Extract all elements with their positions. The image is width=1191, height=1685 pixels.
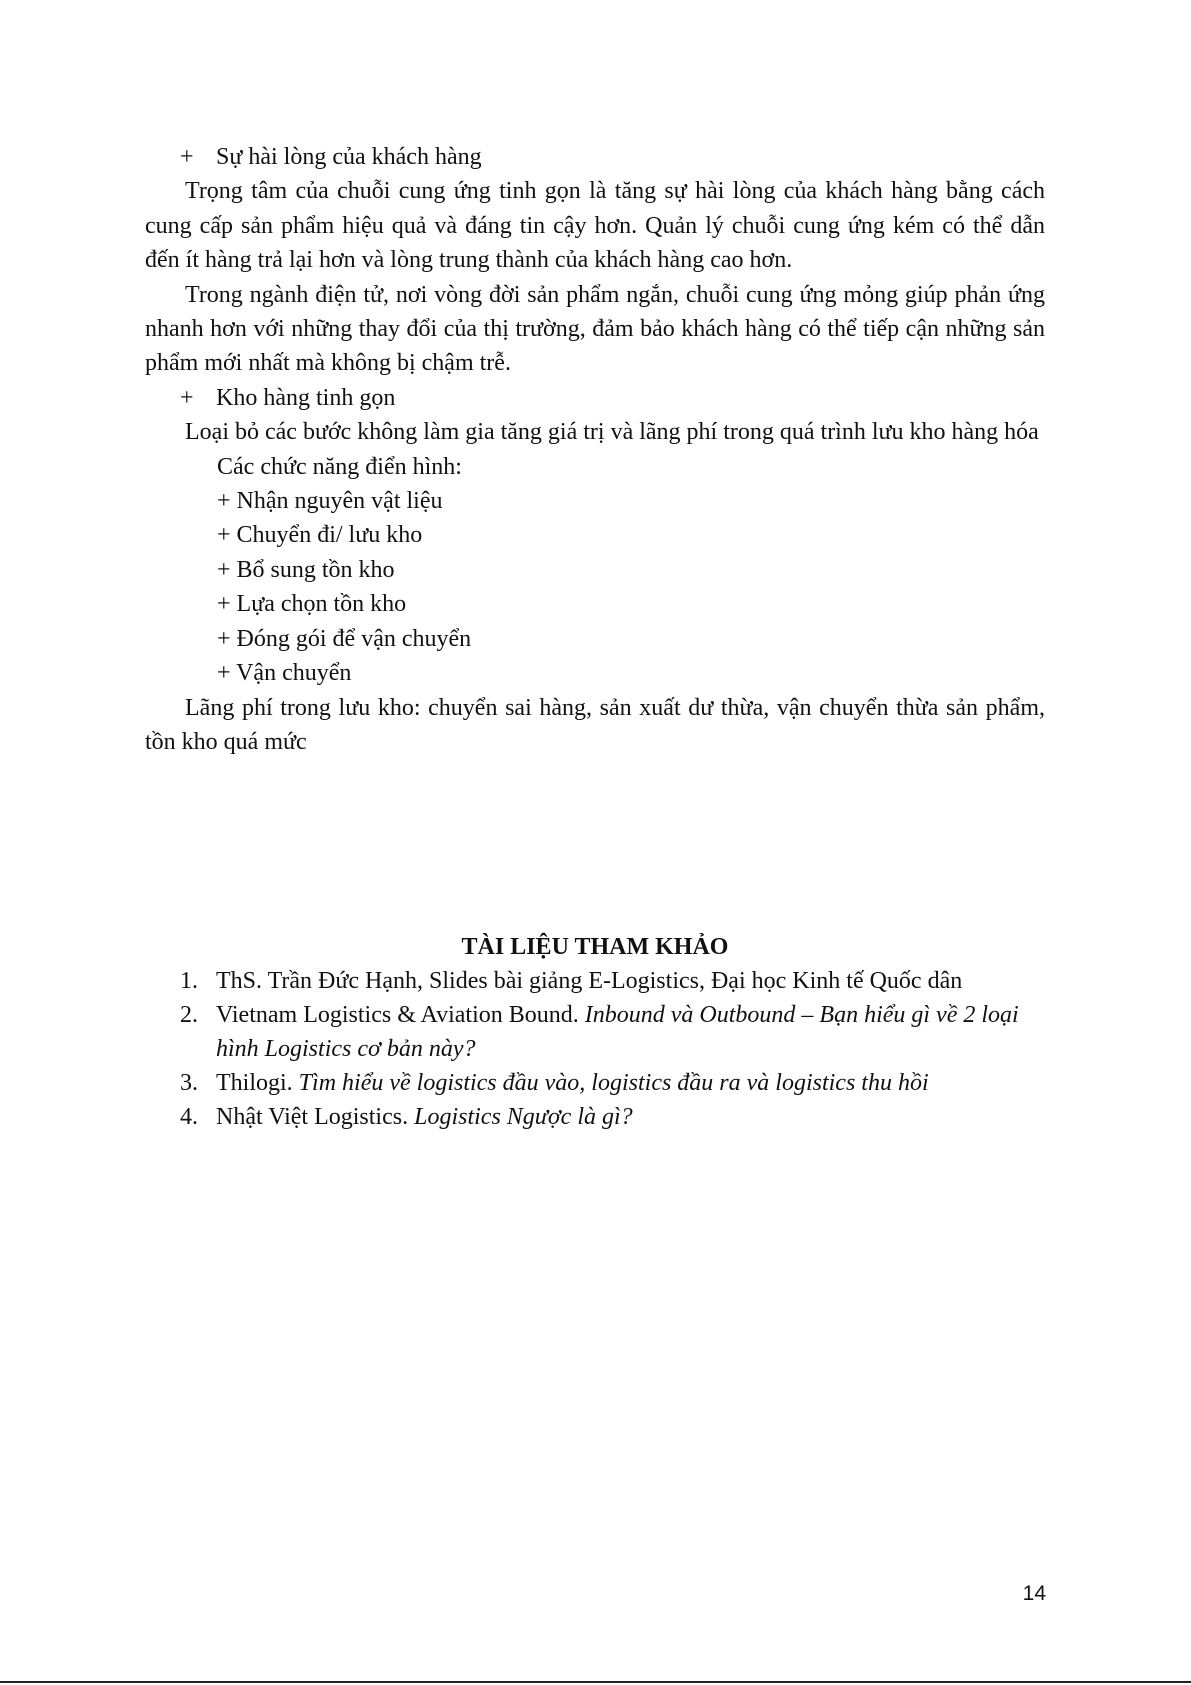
- reference-number: 1.: [180, 968, 198, 994]
- references-title: TÀI LIỆU THAM KHẢO: [461, 934, 729, 960]
- function-item: + Chuyển đi/ lưu kho: [217, 522, 423, 549]
- bullet-customer-satisfaction: [180, 140, 1045, 174]
- reference-title: Logistics Ngược là gì?: [414, 1104, 633, 1130]
- bullet-label: Sự hài lòng của khách hàng: [216, 144, 482, 170]
- bullet-lean-warehouse: [180, 381, 1045, 415]
- reference-item: [180, 1100, 1045, 1134]
- reference-number: 4.: [180, 1104, 198, 1130]
- reference-number: 3.: [180, 1070, 198, 1096]
- function-item: + Vận chuyển: [217, 660, 352, 687]
- function-item: + Bổ sung tồn kho: [217, 556, 395, 583]
- reference-item: [180, 998, 1045, 1066]
- reference-item: [180, 964, 1045, 998]
- reference-source: Nhật Việt Logistics.: [216, 1104, 415, 1130]
- bottom-rule: [0, 1681, 1191, 1683]
- reference-text: [216, 964, 1045, 998]
- reference-title: Tìm hiểu về logistics đầu vào, logistics đầu ra và logistics thu hồi: [298, 1070, 929, 1096]
- reference-text: [216, 998, 1045, 1066]
- reference-source: ThS. Trần Đức Hạnh, Slides bài giảng E-Logistics, Đại học Kinh tế Quốc dân: [216, 968, 963, 994]
- paragraph-waste: Lãng phí trong lưu kho: chuyển sai hàng, sản xuất dư thừa, vận chuyển thừa sản phẩm, tồn kho quá mức: [145, 694, 1045, 755]
- reference-item: [180, 1066, 1045, 1100]
- paragraph-customer-focus: Trọng tâm của chuỗi cung ứng tinh gọn là tăng sự hài lòng của khách hàng bằng cách cung cấp sản phẩm hiệu quả và đáng tin cậy hơn. Quản lý chuỗi cung ứng kém có thể dẫn đến ít hàng trả lại hơn và lòng trung thành của khách hàng cao hơn.: [145, 178, 1045, 274]
- page-number: 14: [1022, 1582, 1046, 1605]
- reference-source: Thilogi.: [216, 1070, 299, 1096]
- paragraph-electronics: Trong ngành điện tử, nơi vòng đời sản phẩm ngắn, chuỗi cung ứng mỏng giúp phản ứng nhanh hơn với những thay đổi của thị trường, đảm bảo khách hàng có thể tiếp cận những sản phẩm mới nhất mà không bị chậm trễ.: [145, 281, 1045, 377]
- function-item: + Nhận nguyên vật liệu: [217, 488, 443, 515]
- reference-text: [216, 1100, 1045, 1134]
- bullet-label: Kho hàng tinh gọn: [216, 384, 396, 411]
- reference-text: [216, 1066, 1045, 1100]
- bullet-mark: +: [180, 144, 194, 170]
- functions-heading: Các chức năng điển hình:: [217, 453, 462, 480]
- references-list: [145, 964, 1045, 1134]
- reference-title: Inbound và Outbound – Bạn hiểu gì về 2 loại hình Logistics cơ bản này?: [216, 1002, 1019, 1062]
- body-content: [145, 140, 1045, 759]
- paragraph-warehouse: Loại bỏ các bước không làm gia tăng giá trị và lãng phí trong quá trình lưu kho hàng hóa: [185, 419, 1039, 446]
- function-item: + Lựa chọn tồn kho: [217, 591, 407, 618]
- function-item: + Đóng gói để vận chuyển: [217, 625, 472, 652]
- reference-source: Vietnam Logistics & Aviation Bound.: [216, 1002, 585, 1028]
- bullet-mark: +: [180, 384, 194, 411]
- reference-number: 2.: [180, 1002, 198, 1028]
